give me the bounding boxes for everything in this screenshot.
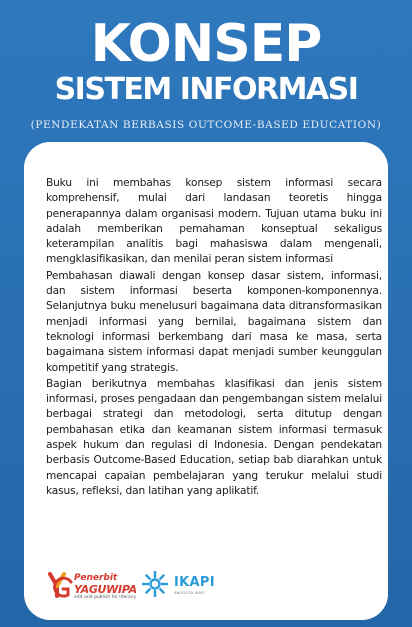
ikapi-name: IKAPI — [174, 575, 215, 590]
blurb-paragraph-3: Bagian berikutnya membahas klasifikasi dan jenis sistem informasi, proses pengadaan dan pengembangan sistem melalui berbagai strategi dan metodologi, serta ditutup dengan pembahasan etika dan keamanan sistem informasi termasuk aspek hukum dan regulasi di Indonesia. Dengan pendekatan berbasis Outcome-Based Education, setiap bab diarahkan untuk mencapai capaian pembelajaran yang terukur melalui studi kasus, refleksi, dan latihan yang aplikatif. — [46, 377, 382, 497]
ikapi-star-icon — [140, 569, 170, 599]
yaguwipa-logo — [46, 570, 136, 602]
publisher-tagline: edit and publish for literacy — [74, 595, 137, 600]
title-line-1: KONSEP — [90, 14, 322, 74]
ikapi-logo — [140, 569, 250, 601]
subtitle: (PENDEKATAN BERBASIS OUTCOME-BASED EDUCATION) — [30, 119, 382, 131]
ikapi-subtext: ANGGOTA IKAPI — [174, 591, 205, 595]
publisher-name: YAGUWIPA — [74, 583, 137, 596]
publisher-footer — [46, 568, 246, 604]
yaguwipa-wordmark — [74, 573, 137, 601]
blurb-paragraph-2: Pembahasan diawali dengan konsep dasar sistem, informasi, dan sistem informasi beserta komponen-komponennya. Selanjutnya buku menelusuri bagaimana data ditransformasikan menjadi informasi yang bernilai, bagaimana sistem dan teknologi informasi berkembang dari masa ke masa, serta bagaimana sistem informasi dapat menjadi sumber keunggulan kompetitif yang strategis. — [46, 269, 382, 374]
publisher-label: Penerbit — [74, 573, 118, 583]
blurb-paragraph-1: Buku ini membahas konsep sistem informasi secara komprehensif, mulai dari landasan teoretis hingga penerapannya dalam organisasi modern. Tujuan utama buku ini adalah memberikan pemahaman konseptual sekaligus keterampilan analitis bagi mahasiswa dalam mengenali, mengklasifikasikan, dan menilai peran sistem informasi — [46, 177, 382, 266]
title-line-2: SISTEM INFORMASI — [54, 72, 358, 107]
yaguwipa-mark-icon — [46, 570, 74, 600]
blurb-text — [46, 176, 382, 499]
